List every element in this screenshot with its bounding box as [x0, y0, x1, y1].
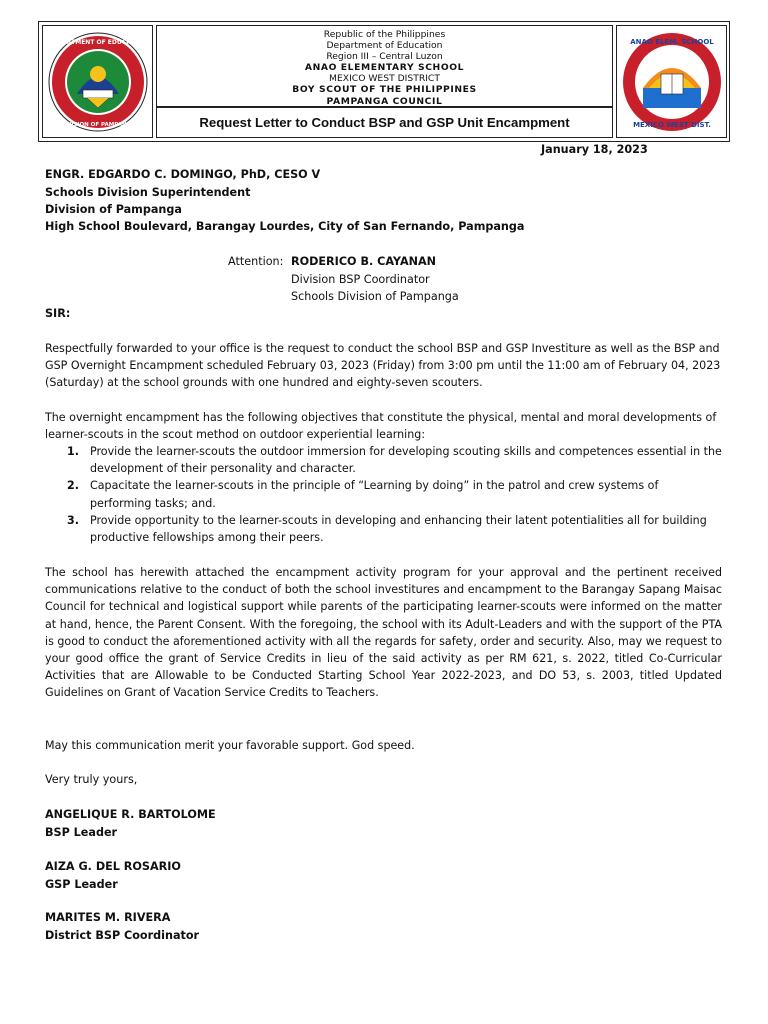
header-district: MEXICO WEST DISTRICT	[329, 73, 440, 85]
attention-name: RODERICO B. CAYANAN	[291, 255, 436, 268]
attention-position: Division BSP Coordinator	[291, 273, 430, 286]
right-logo-cell	[616, 25, 727, 138]
recipient-position: Schools Division Superintendent	[45, 186, 251, 199]
header-text-cell	[156, 25, 613, 107]
left-logo-cell	[42, 25, 153, 138]
school-seal-icon	[621, 30, 723, 134]
list-item	[45, 443, 722, 477]
svg-text:DEPARTMENT OF EDUCATION: DEPARTMENT OF EDUCATION	[49, 39, 147, 46]
body-paragraph-4: May this communication merit your favorable support. God speed.	[45, 739, 415, 752]
signatory-role: GSP Leader	[45, 878, 118, 891]
signatory-role: District BSP Coordinator	[45, 929, 200, 942]
header-republic: Republic of the Philippines	[323, 29, 446, 40]
signatory-name: AIZA G. DEL ROSARIO	[45, 860, 181, 873]
body-paragraph-1: Respectfully forwarded to your office is the request to conduct the school BSP and GSP Investiture as well as the BSP and GSP Overnight Encampment scheduled February 03, 2023 (Friday) from 3:00 pm until the 11:00 am of February 04, 2023 (Saturday) at the school grounds with one hundred and eighty-seven scouters.	[45, 342, 721, 390]
objective-text: Provide opportunity to the learner-scouts in developing and enhancing their latent potentialities all for building productive fellowships among their peers.	[90, 513, 707, 545]
list-item	[45, 477, 722, 511]
svg-text:MEXICO WEST DIST.: MEXICO WEST DIST.	[633, 121, 711, 129]
svg-text:ANAO ELEM. SCHOOL: ANAO ELEM. SCHOOL	[630, 38, 714, 46]
header-school: ANAO ELEMENTARY SCHOOL	[304, 62, 465, 74]
title-cell	[156, 107, 613, 138]
svg-text:DIVISION OF PAMPANGA: DIVISION OF PAMPANGA	[60, 122, 136, 128]
header-bsp: BOY SCOUT OF THE PHILIPPINES	[292, 84, 477, 96]
body-paragraph-3: The school has herewith attached the encampment activity program for your approval and the pertinent received communications relative to the conduct of both the school investitures and encampment to the Barangay Sapang Maisac Council for technical and logistical support while parents of the participating learner-scouts were informed on the matter at hand, hence, the Parent Consent. With the foregoing, the school with its Adult-Leaders and with the support of the PTA is good to conduct the aforementioned activity with all the regards for safety, order and security. Also, may we request to your good office the grant of Service Credits in lieu of the said activity as per RM 621, s. 2022, titled Co-Curricular Activities that are Allowable to be Conducted Starting School Year 2022-2023, and DO 53, s. 2003, titled Updated Guidelines on Grant of Vacation Service Credits to Teachers.	[45, 566, 722, 700]
document-title: Request Letter to Conduct BSP and GSP Unit Encampment	[199, 115, 570, 130]
objective-text: Capacitate the learner-scouts in the principle of “Learning by doing” in the patrol and crew systems of performing tasks; and.	[90, 479, 659, 510]
recipient-office: Division of Pampanga	[45, 203, 182, 216]
salutation: SIR:	[45, 307, 71, 320]
objective-text: Provide the learner-scouts the outdoor immersion for developing scouting skills and competences essential in the development of their personality and character.	[90, 445, 722, 476]
objective-number: 1.	[67, 445, 79, 458]
list-item	[45, 512, 722, 546]
objective-number: 3.	[67, 513, 79, 527]
attention-label: Attention:	[228, 255, 284, 268]
signatory-name: MARITES M. RIVERA	[45, 911, 171, 924]
attention-office: Schools Division of Pampanga	[291, 290, 459, 303]
objectives-list	[45, 443, 722, 546]
header-department: Department of Education	[326, 40, 443, 52]
header-council: PAMPANGA COUNCIL	[326, 95, 443, 107]
header-region: Region III – Central Luzon	[326, 51, 443, 63]
deped-seal-icon	[47, 30, 149, 134]
letterhead	[38, 21, 730, 142]
recipient-name: ENGR. EDGARDO C. DOMINGO, PhD, CESO V	[45, 168, 321, 181]
signatory-name: ANGELIQUE R. BARTOLOME	[45, 808, 216, 821]
objective-number: 2.	[67, 479, 79, 493]
closing: Very truly yours,	[45, 773, 138, 786]
body-paragraph-2: The overnight encampment has the following objectives that constitute the physical, mental and moral developments of learner-scouts in the scout method on outdoor experiential learning:	[45, 411, 717, 442]
recipient-address: High School Boulevard, Barangay Lourdes, City of San Fernando, Pampanga	[45, 220, 525, 233]
letter-date: January 18, 2023	[541, 143, 648, 156]
signatory-role: BSP Leader	[45, 826, 118, 839]
